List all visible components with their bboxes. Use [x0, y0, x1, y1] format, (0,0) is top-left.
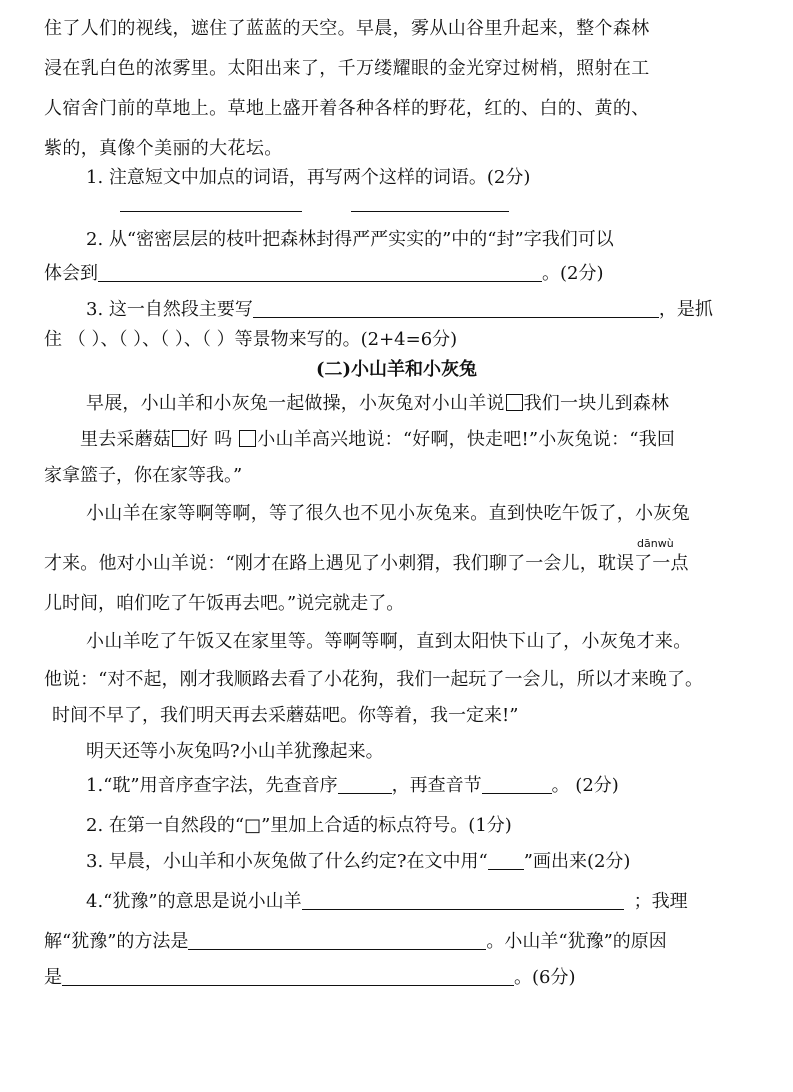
q2-1-text-a: 1.“耽”用音序查字法，先查音序	[86, 775, 338, 796]
q1-3-line-a	[86, 298, 713, 322]
q2-3-text-b: ”画出来(2分)	[523, 851, 631, 872]
s2-p1-text-a: 早展，小山羊和小灰兔一起做操，小灰兔对小山羊说	[86, 393, 505, 414]
q2-4-text-d: 。小山羊“犹豫”的原因	[486, 931, 667, 952]
s2-p2-line-2: 才来。他对小山羊说：“刚才在路上遇见了小刺猬，我们聊了一会儿，耽误了一点	[44, 553, 689, 574]
q2-3-blank[interactable]	[488, 851, 524, 870]
q2-4-text-b: ；我理	[633, 891, 688, 912]
q1-3-prefix: 3. 这一自然段主要写	[86, 299, 253, 320]
q2-4-text-f: 。(6分)	[514, 967, 576, 988]
q2-4-line-b	[44, 930, 667, 954]
punctuation-box-3[interactable]	[239, 430, 256, 447]
q1-2-text-a: 2. 从“密密层层的枝叶把森林封得严严实实的”中的“封”字我们可以	[86, 229, 614, 250]
q2-4-text-a: 4.“犹豫”的意思是说小山羊	[86, 891, 302, 912]
q1-2-suffix: 。(2分)	[542, 263, 604, 284]
punctuation-box-1[interactable]	[506, 394, 523, 411]
s2-p2-line-1: 小山羊在家等啊等啊，等了很久也不见小灰兔来。直到快吃午饭了，小灰兔	[86, 503, 690, 524]
q2-4-line-c	[44, 966, 576, 990]
pinyin-danwu: dānwù	[637, 537, 674, 550]
q2-1-blank-2[interactable]	[482, 775, 552, 794]
q2-2-text: 2. 在第一自然段的“□”里加上合适的标点符号。(1分)	[86, 815, 512, 836]
q1-2-prefix: 体会到	[44, 263, 98, 284]
s2-p4-line: 明天还等小灰兔吗?小山羊犹豫起来。	[86, 741, 384, 762]
passage1-line-4: 紫的，真像个美丽的大花坛。	[44, 138, 283, 159]
s2-p1-text-c: 里去采蘑菇	[80, 429, 171, 450]
s2-p1-text-d: 好 吗	[190, 429, 239, 450]
q2-1-text-b: ，再查音节	[391, 775, 482, 796]
s2-p3-line-1: 小山羊吃了午饭又在家里等。等啊等啊，直到太阳快下山了，小灰兔才来。	[86, 631, 692, 652]
q2-4-text-c: 解“犹豫”的方法是	[44, 931, 189, 952]
s2-p2-line-3: 儿时间，咱们吃了午饭再去吧。”说完就走了。	[44, 593, 405, 614]
punctuation-box-2[interactable]	[172, 430, 189, 447]
q2-4-blank-3[interactable]	[62, 967, 514, 986]
s2-p1-text-e: 小山羊高兴地说：“好啊，快走吧!”小灰兔说：“我回	[257, 429, 676, 450]
q2-4-blank-1[interactable]	[302, 891, 624, 910]
passage1-line-1: 住了人们的视线，遮住了蓝蓝的天空。早晨，雾从山谷里升起来，整个森林	[44, 18, 650, 39]
q2-4-blank-2[interactable]	[188, 931, 486, 950]
q1-2-line-b	[44, 262, 604, 286]
q2-3-line	[86, 850, 630, 874]
q1-3-suffix: ，是抓	[658, 299, 713, 320]
s2-p3-line-2: 他说：“对不起，刚才我顺路去看了小花狗，我们一起玩了一会儿，所以才来晚了。	[44, 669, 704, 690]
q1-1-answer-lines	[120, 192, 509, 216]
s2-p1-line-3: 家拿篮子，你在家等我。”	[44, 465, 243, 486]
s2-p1-text-b: 我们一块儿到森林	[523, 393, 670, 414]
q1-1-answer-blank-2[interactable]	[351, 193, 509, 212]
s2-p1-line-1	[86, 392, 669, 416]
q1-1-text: 1. 注意短文中加点的词语，再写两个这样的词语。(2分)	[86, 167, 531, 188]
q1-3-line-b: 住 （ ）、（ ）、（ ）、（ ）等景物来写的。(2+4=6分)	[44, 329, 458, 350]
q2-3-text-a: 3. 早晨，小山羊和小灰兔做了什么约定?在文中用“	[86, 851, 488, 872]
section2-title: (二)小山羊和小灰兔	[315, 359, 478, 380]
s2-p1-line-2	[80, 428, 675, 452]
q1-2-answer-blank[interactable]	[98, 263, 542, 282]
q1-1-answer-blank-1[interactable]	[120, 193, 302, 212]
q2-4-text-e: 是	[44, 967, 62, 988]
q2-1-text-c: 。 (2分)	[551, 775, 619, 796]
q2-1-blank-1[interactable]	[338, 775, 392, 794]
q1-3-answer-blank[interactable]	[253, 299, 659, 318]
passage1-line-2: 浸在乳白色的浓雾里。太阳出来了，千万缕耀眼的金光穿过树梢，照射在工	[44, 58, 650, 79]
q2-4-line-a	[86, 890, 688, 914]
s2-p3-line-3: 时间不早了，我们明天再去采蘑菇吧。你等着，我一定来!”	[52, 705, 519, 726]
passage1-line-3: 人宿舍门前的草地上。草地上盛开着各种各样的野花，红的、白的、黄的、	[44, 98, 650, 119]
q2-1-line	[86, 774, 619, 798]
